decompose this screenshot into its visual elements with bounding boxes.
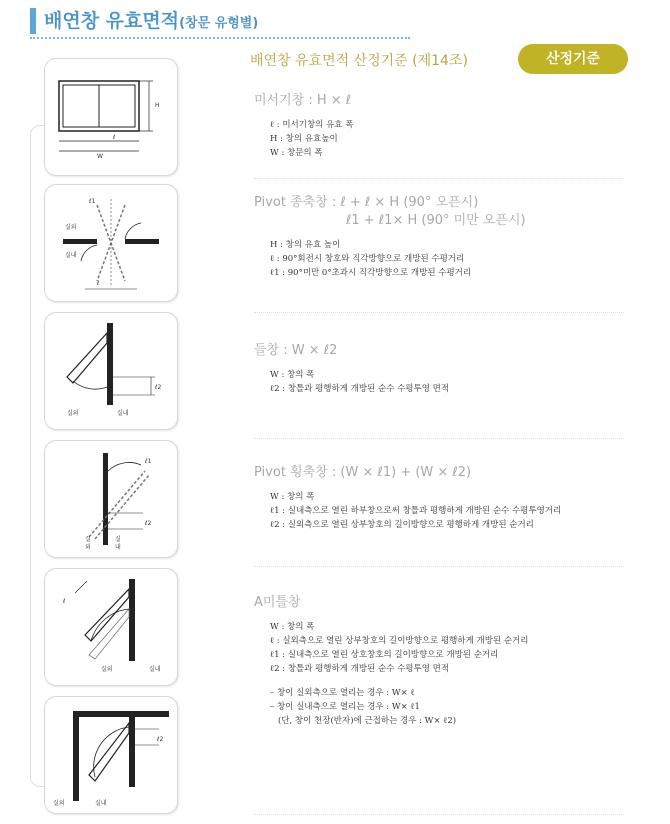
page-title: 배연창 유효면적(창문 유형별) (44, 10, 259, 32)
section-divider (254, 178, 624, 179)
fig4-l2-label: ℓ2 (145, 520, 152, 527)
section-a-frame (254, 594, 528, 728)
fig2-out-label: 실외 (65, 224, 77, 231)
section-line: ℓ1 : 실내측으로 열린 하부창으로써 창틀과 평행하게 개방된 순수 수평투영거리 (270, 506, 562, 516)
fig4-in-label-1: 실 (115, 536, 121, 543)
section-line: ℓ1 : 90°미만 0°초과시 직각방향으로 개방된 수평거리 (270, 268, 472, 278)
section-line: W : 창문의 폭 (270, 148, 323, 158)
section-line: ℓ : 실외측으로 열린 상부창호의 길이방향으로 평행하게 개방된 순거리 (270, 636, 529, 646)
fig4-out-label-1: 실 (85, 536, 91, 543)
fig1-l-label: ℓ (113, 134, 116, 141)
fig5-l-label: ℓ (63, 598, 66, 605)
fig4-l1-label: ℓ1 (145, 458, 152, 465)
section-pivot-horizontal (254, 464, 561, 532)
section-line: ℓ2 : 창틀과 평행하게 개방된 순수 수평투영 면적 (270, 664, 450, 674)
criteria-badge: 산정기준 (518, 44, 628, 74)
figure-awning-window (44, 312, 178, 430)
section-heading: A미틀창 (254, 595, 301, 610)
figure-a-frame-window (44, 568, 178, 686)
fig6-l2-label: ℓ2 (157, 736, 164, 743)
figure-pivot-horizontal (44, 440, 178, 558)
section-line: H : 창의 유효 높이 (270, 240, 341, 250)
page-subtitle: (창문 유형별) (179, 16, 259, 31)
fig3-out-label: 실외 (67, 410, 79, 417)
fig2-l-label: ℓ (97, 280, 100, 287)
fig4-out-label-2: 외 (85, 544, 91, 551)
section-divider (254, 566, 624, 567)
fig2-l1-label: ℓ1 (89, 198, 96, 205)
figure-sliding-window (44, 58, 178, 176)
section-line: ℓ2 : 실외측으로 열린 상부창호의 길이방향으로 평행하게 개방된 순거리 (270, 520, 534, 530)
section-divider (254, 438, 624, 439)
section-heading-2: ℓ1 + ℓ1× H (90° 미만 오픈시) (346, 213, 526, 228)
section-note: – 창이 실내측으로 열리는 경우 : W× ℓ1 (270, 702, 420, 712)
section-line: ℓ1 : 실내측으로 열린 상호창호의 길이방향으로 개방된 순거리 (270, 650, 499, 660)
section-line: W : 창의 폭 (270, 492, 315, 502)
section-divider (254, 312, 624, 313)
section-line: H : 창의 유효높이 (270, 134, 338, 144)
fig5-in-label: 실내 (149, 666, 161, 673)
section-line: W : 창의 폭 (270, 370, 315, 380)
section-subnote: (단, 창이 천장(반자)에 근접하는 경우 : W× ℓ2) (278, 716, 457, 726)
figure-pivot-vertical (44, 184, 178, 302)
fig2-in-label: 실내 (65, 252, 77, 259)
section-heading: 미서기창 : H × ℓ (254, 93, 352, 108)
section-sliding-window (254, 92, 353, 160)
section-line: W : 창의 폭 (270, 622, 315, 632)
fig5-out-label: 실외 (101, 666, 113, 673)
section-pivot-vertical (254, 194, 526, 280)
figure-ceiling-window (44, 696, 178, 814)
section-heading: Pivot 종축창 : ℓ + ℓ × H (90° 오픈시) (254, 195, 479, 210)
section-heading: 들창 : W × ℓ2 (254, 343, 338, 358)
criteria-heading: 배연창 유효면적 산정기준 (제14조) (250, 53, 468, 69)
section-line: ℓ2 : 창틀과 평행하게 개방된 순수 수평투영 면적 (270, 384, 450, 394)
fig3-in-label: 실내 (117, 410, 129, 417)
section-line: ℓ : 미서기창의 유효 폭 (270, 120, 354, 130)
fig1-h-label: H (155, 102, 160, 109)
section-note: – 창이 실외측으로 열리는 경우 : W× ℓ (270, 688, 415, 698)
fig6-in-label: 실내 (95, 800, 107, 807)
fig1-w-label: W (97, 153, 103, 160)
section-line: ℓ : 90°회전시 창호와 직각방향으로 개방된 수평거리 (270, 254, 465, 264)
fig6-out-label: 실외 (53, 800, 65, 807)
fig3-l2-label: ℓ2 (155, 384, 162, 391)
title-divider (30, 37, 410, 39)
section-awning (254, 342, 449, 396)
title-accent-bar (30, 8, 36, 34)
section-heading: Pivot 횡축창 : (W × ℓ1) + (W × ℓ2) (254, 465, 472, 480)
fig4-in-label-2: 내 (115, 544, 121, 551)
section-divider (254, 814, 624, 815)
